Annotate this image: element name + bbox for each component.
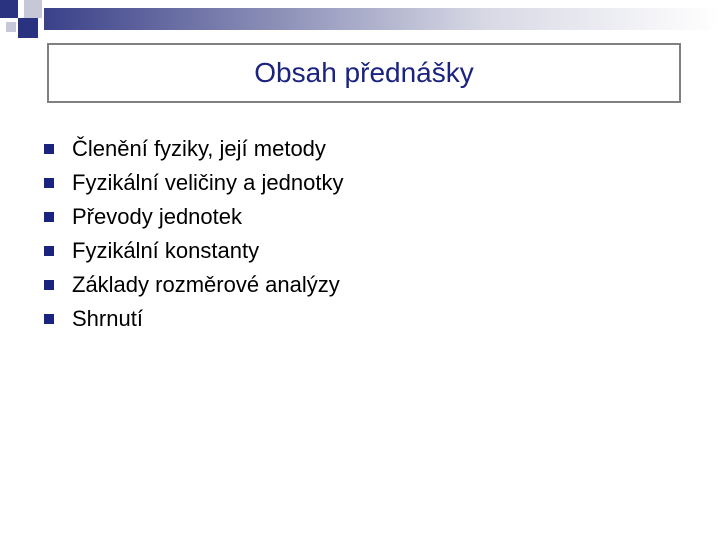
list-item — [44, 234, 343, 268]
corner-decoration-square — [0, 0, 18, 18]
square-bullet-icon — [44, 246, 54, 256]
list-item — [44, 268, 343, 302]
list-item — [44, 166, 343, 200]
square-bullet-icon — [44, 280, 54, 290]
bullet-text: Členění fyziky, její metody — [72, 136, 326, 161]
list-item — [44, 132, 343, 166]
list-item — [44, 200, 343, 234]
list-item — [44, 302, 343, 336]
bullet-text: Fyzikální veličiny a jednotky — [72, 170, 344, 195]
slide-title: Obsah přednášky — [254, 57, 474, 88]
title-box — [47, 43, 681, 103]
bullet-list — [44, 132, 343, 336]
bullet-text: Shrnutí — [72, 306, 143, 331]
header-gradient-strip — [44, 8, 720, 30]
bullet-text: Převody jednotek — [72, 204, 242, 229]
square-bullet-icon — [44, 314, 54, 324]
corner-decoration-square — [6, 22, 16, 32]
corner-decoration-square — [18, 18, 38, 38]
corner-decoration-square — [24, 0, 42, 18]
square-bullet-icon — [44, 178, 54, 188]
bullet-text: Fyzikální konstanty — [72, 238, 260, 263]
square-bullet-icon — [44, 212, 54, 222]
square-bullet-icon — [44, 144, 54, 154]
bullet-text: Základy rozměrové analýzy — [72, 272, 340, 297]
